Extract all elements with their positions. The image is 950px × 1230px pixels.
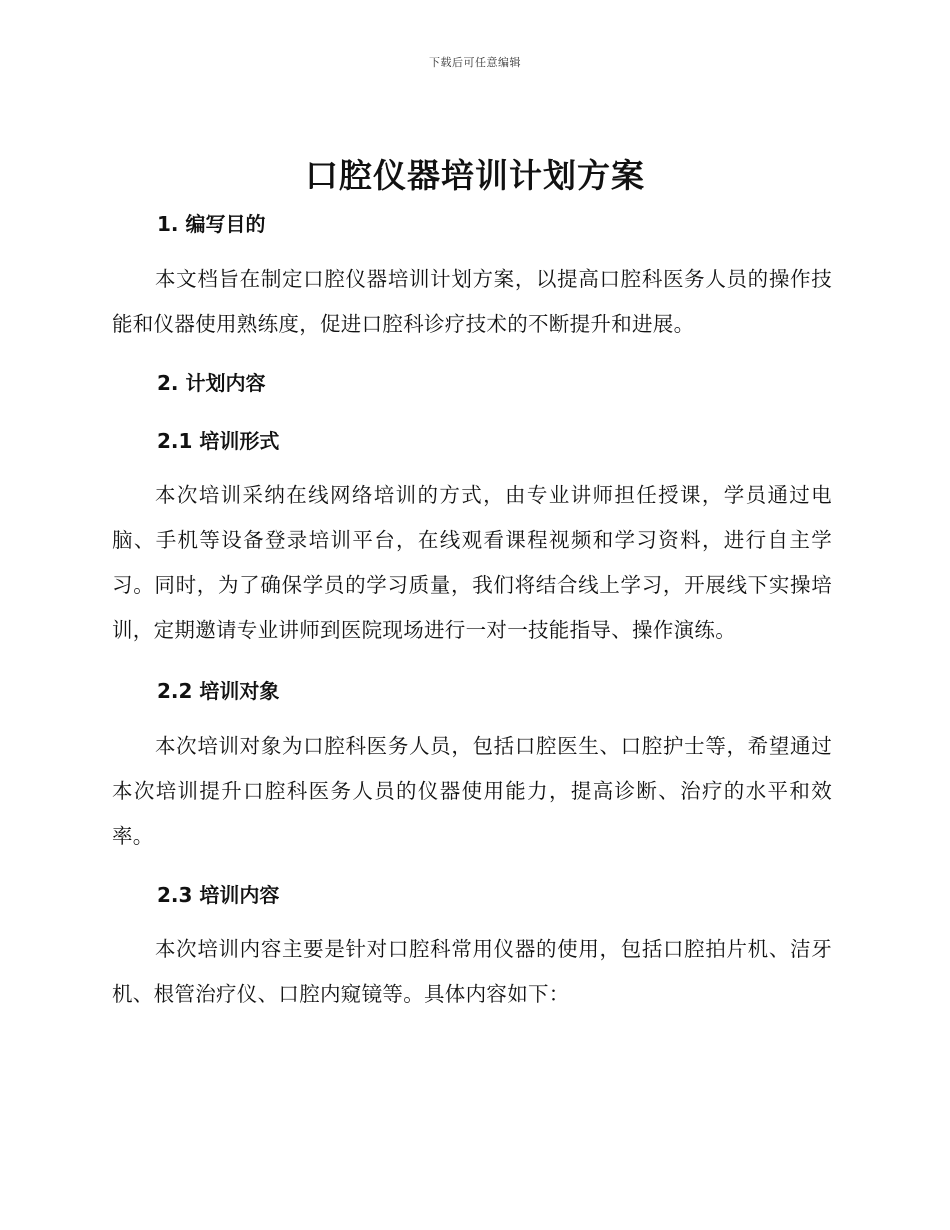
section-body-2-2: 本次培训对象为口腔科医务人员，包括口腔医生、口腔护士等，希望通过本次培训提升口腔科医务人员的仪器使用能力，提高诊断、治疗的水平和效率。 [112,734,832,848]
section-body-1: 本文档旨在制定口腔仪器培训计划方案，以提高口腔科医务人员的操作技能和仪器使用熟练度，促进口腔科诊疗技术的不断提升和进展。 [112,267,832,336]
header-note: 下载后可任意编辑 [429,56,521,69]
section-heading-2-1: 2.1 培训形式 [157,429,280,453]
section-body-2-3: 本次培训内容主要是针对口腔科常用仪器的使用，包括口腔拍片机、洁牙机、根管治疗仪、口腔内窥镜等。具体内容如下： [112,937,832,1006]
section-heading-2-3: 2.3 培训内容 [157,883,280,907]
section-body-2-1: 本次培训采纳在线网络培训的方式，由专业讲师担任授课，学员通过电脑、手机等设备登录培训平台，在线观看课程视频和学习资料，进行自主学习。同时，为了确保学员的学习质量，我们将结合线上学习，开展线下实操培训，定期邀请专业讲师到医院现场进行一对一技能指导、操作演练。 [112,483,832,642]
section-heading-1: 1. 编写目的 [157,212,266,236]
section-heading-2-2: 2.2 培训对象 [157,679,280,703]
document-title: 口腔仪器培训计划方案 [305,156,645,195]
section-heading-2: 2. 计划内容 [157,371,266,395]
